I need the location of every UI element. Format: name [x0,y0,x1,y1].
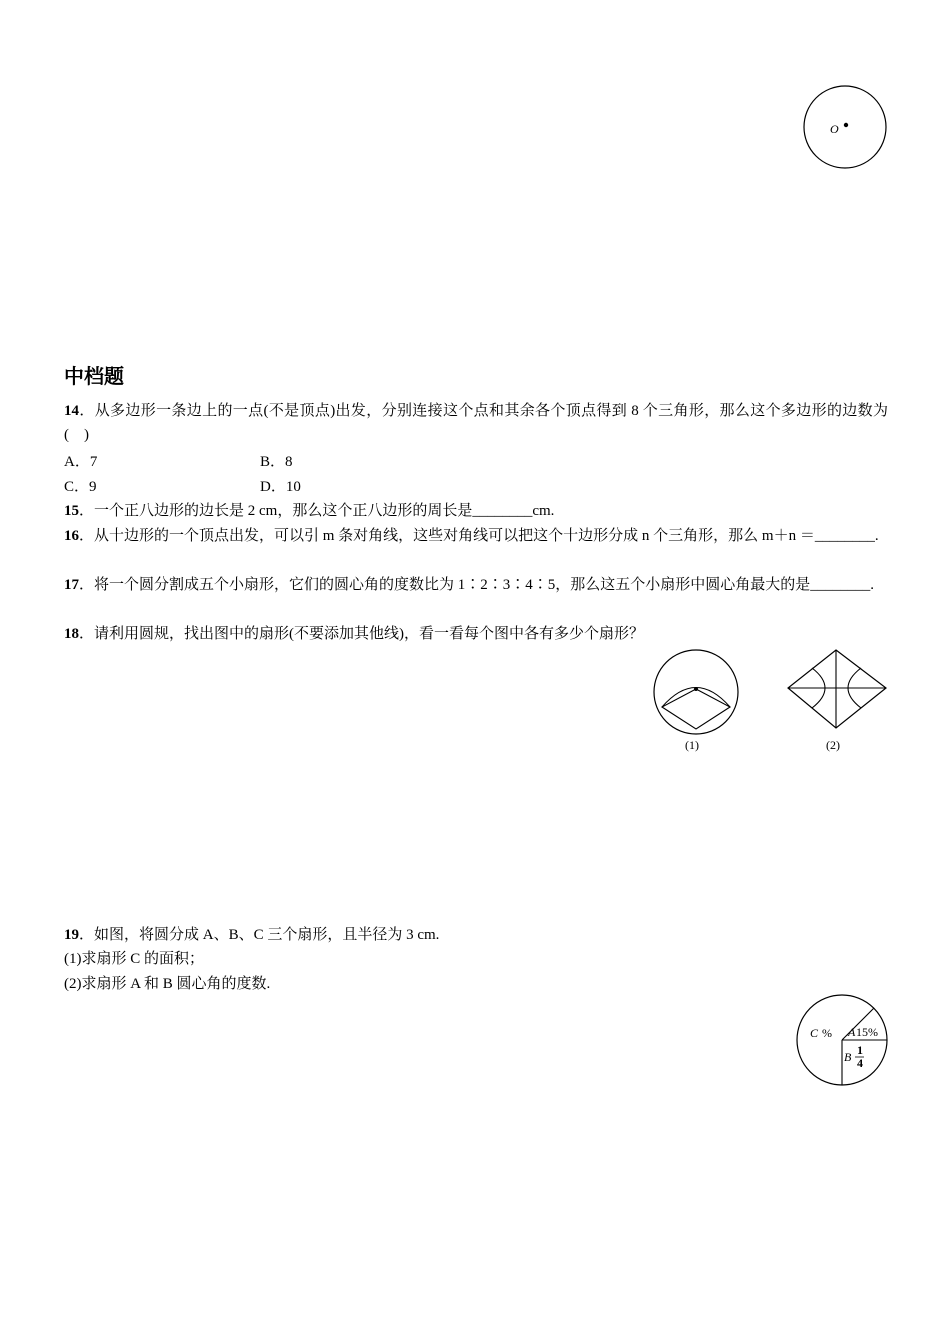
sector-b-label: B [844,1050,852,1064]
section-title: 中档题 [64,364,124,388]
question-text: ．请利用圆规，找出图中的扇形(不要添加其他线)，看一看每个图中各有多少个扇形？ [79,626,644,642]
question-number: 16 [64,528,79,544]
circle-outline [804,86,886,168]
question-17 [64,573,888,597]
sector-b-fraction-numerator: 1 [857,1043,863,1057]
center-point [844,123,848,127]
question-19 [64,925,439,945]
sector-c-label: C [810,1026,819,1040]
figure-1-circle [654,650,738,734]
question-15 [64,501,554,521]
option-b: B．8 [260,454,293,470]
center-label: O [830,122,839,136]
question-text: ．一个正八边形的边长是 2 cm，那么这个正八边形的周长是________cm. [79,503,555,519]
question-number: 19 [64,927,79,943]
q19-sector-figure [792,990,892,1090]
question-number: 17 [64,577,79,593]
question-18 [64,624,644,644]
figure-1-label: (1) [685,738,699,752]
figure-2-square [788,650,886,728]
top-circle-figure [800,84,890,170]
question-text: ．从多边形一条边上的一点(不是顶点)出发，分别连接这个点和其余各个顶点得到 8 个三角形，那么这个多边形的边数为( ) [64,403,888,443]
sector-b-fraction-denominator: 4 [857,1056,863,1070]
question-19-sub-1: (1)求扇形 C 的面积； [64,951,204,967]
question-text: ．从十边形的一个顶点出发，可以引 m 条对角线，这些对角线可以把这个十边形分成 n 个三角形，那么 m＋n ＝________. [79,528,879,544]
sector-c-percent: % [822,1026,832,1040]
q18-figure-2 [786,648,890,756]
option-d: D．10 [260,479,301,495]
figure-1-point [694,687,698,691]
question-number: 15 [64,503,79,519]
q18-figure-1 [650,648,742,756]
question-14 [64,399,888,447]
question-number: 18 [64,626,79,642]
question-number: 14 [64,403,79,419]
question-text: ．如图，将圆分成 A、B、C 三个扇形，且半径为 3 cm. [79,927,440,943]
figure-2-label: (2) [826,738,840,752]
sector-a-label: A [848,1025,856,1039]
question-text: ．将一个圆分割成五个小扇形，它们的圆心角的度数比为 1∶2∶3∶4∶5，那么这五个小扇形中圆心角最大的是________. [79,577,875,593]
option-a: A．7 [64,454,98,470]
question-16 [64,524,888,548]
question-19-sub-2: (2)求扇形 A 和 B 圆心角的度数. [64,976,271,992]
option-c: C．9 [64,479,97,495]
sector-a-percent: 15% [856,1025,878,1039]
figure-1-rhombus [662,689,730,729]
